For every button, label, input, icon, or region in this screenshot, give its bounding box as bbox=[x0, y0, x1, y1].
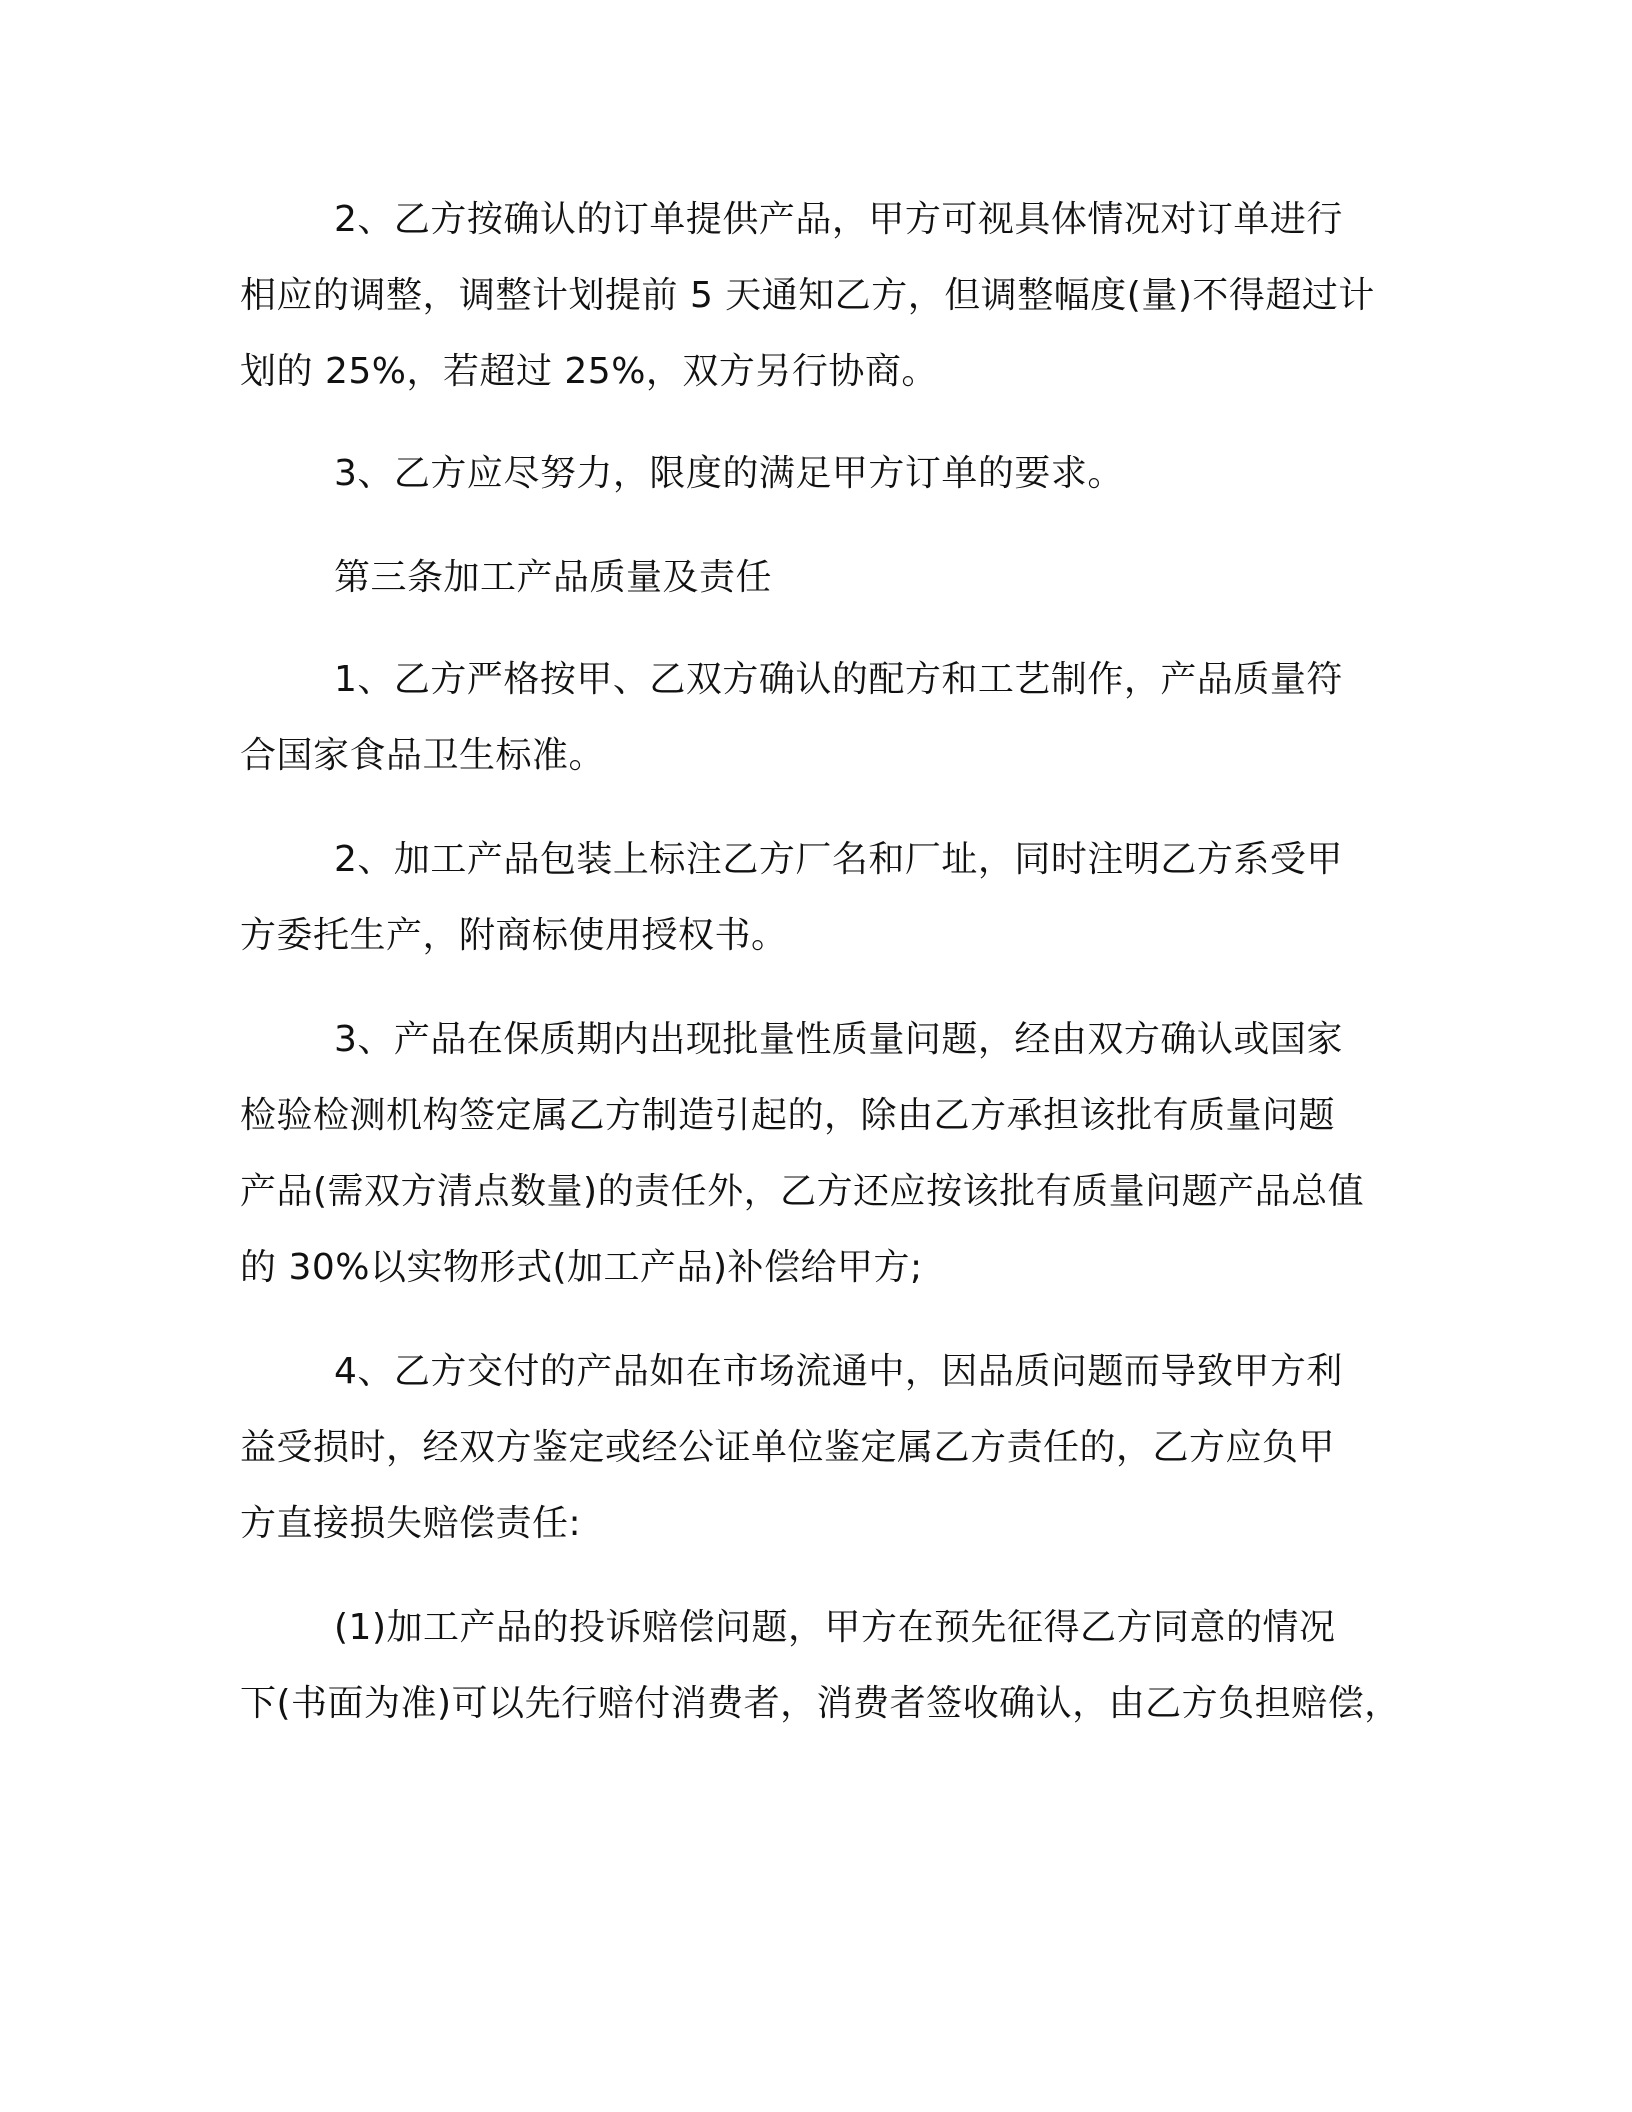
paragraph-line: 方委托生产，附商标使用授权书。 bbox=[240, 915, 788, 956]
paragraph-line: 下(书面为准)可以先行赔付消费者，消费者签收确认，由乙方负担赔偿， bbox=[240, 1683, 1401, 1724]
paragraph-line: 4、乙方交付的产品如在市场流通中，因品质问题而导致甲方利 bbox=[334, 1351, 1343, 1392]
paragraph-line: 合国家食品卫生标准。 bbox=[240, 735, 606, 776]
paragraph-line: 3、产品在保质期内出现批量性质量问题，经由双方确认或国家 bbox=[334, 1019, 1343, 1060]
paragraph-line: 产品(需双方清点数量)的责任外，乙方还应按该批有质量问题产品总值 bbox=[240, 1171, 1365, 1212]
paragraph-line: 2、加工产品包装上标注乙方厂名和厂址，同时注明乙方系受甲 bbox=[334, 839, 1343, 880]
section-heading: 第三条加工产品质量及责任 bbox=[334, 557, 773, 598]
paragraph-line: 益受损时，经双方鉴定或经公证单位鉴定属乙方责任的，乙方应负甲 bbox=[240, 1427, 1336, 1468]
paragraph-line: 3、乙方应尽努力，限度的满足甲方订单的要求。 bbox=[334, 453, 1124, 494]
paragraph-line: 检验检测机构签定属乙方制造引起的，除由乙方承担该批有质量问题 bbox=[240, 1095, 1336, 1136]
paragraph-line: 相应的调整，调整计划提前 5 天通知乙方，但调整幅度(量)不得超过计 bbox=[240, 275, 1375, 316]
paragraph-line: 划的 25%，若超过 25%，双方另行协商。 bbox=[240, 351, 938, 392]
paragraph-line: 方直接损失赔偿责任: bbox=[240, 1503, 582, 1544]
paragraph-line: 的 30%以实物形式(加工产品)补偿给甲方; bbox=[240, 1247, 923, 1288]
paragraph-line: (1)加工产品的投诉赔偿问题，甲方在预先征得乙方同意的情况 bbox=[334, 1607, 1336, 1648]
paragraph-line: 1、乙方严格按甲、乙双方确认的配方和工艺制作，产品质量符 bbox=[334, 659, 1343, 700]
paragraph-line: 2、乙方按确认的订单提供产品，甲方可视具体情况对订单进行 bbox=[334, 199, 1343, 240]
